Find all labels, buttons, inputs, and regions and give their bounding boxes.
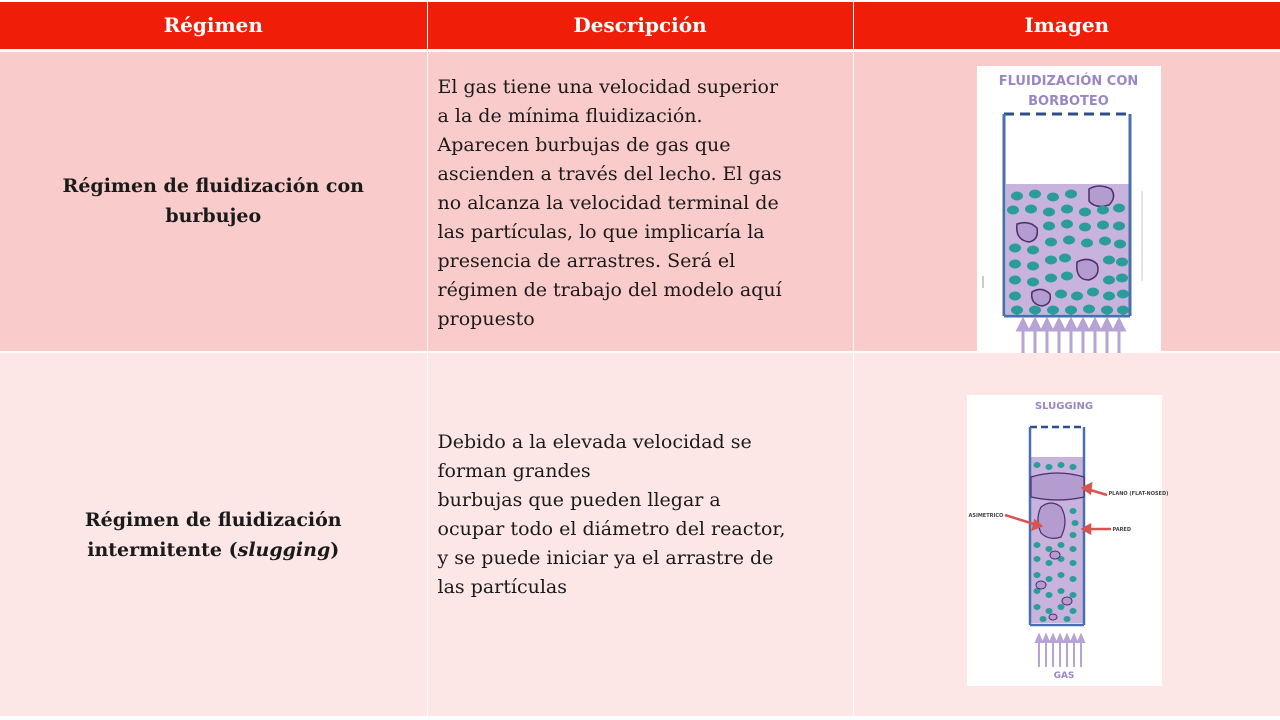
figure-gas-label: GAS <box>1053 671 1075 681</box>
description-cell <box>427 50 853 352</box>
header-regimen: Régimen <box>0 2 427 50</box>
table-row <box>0 50 1280 352</box>
regime-cell <box>0 50 427 352</box>
table-row <box>0 352 1280 717</box>
regime-name: Régimen de fluidización con burbujeo <box>62 175 364 228</box>
header-descripcion: Descripción <box>427 2 853 50</box>
callout-flat-nosed: PLANO (FLAT-NOSED) <box>1108 491 1169 497</box>
figure-title: FLUIDIZACIÓN CON BORBOTEO <box>998 73 1139 109</box>
regime-description: Debido a la elevada velocidad se forman grandes burbujas que pueden llegar a ocupar todo el diámetro del reactor, y se puede iniciar ya el arrastre de las partículas <box>437 430 786 598</box>
image-cell <box>853 50 1280 352</box>
regime-name: Régimen de fluidización intermitente (slugging) <box>84 508 342 561</box>
slugging-bed-diagram <box>967 395 1162 686</box>
slugging-bed-figure <box>967 395 1169 686</box>
header-imagen: Imagen <box>853 2 1280 50</box>
bubbling-bed-diagram <box>977 66 1161 354</box>
callout-wall: PARED <box>1112 527 1131 533</box>
header-row <box>0 2 1280 50</box>
description-cell <box>427 352 853 717</box>
callout-asymmetric: ASIMETRICO <box>968 513 1004 519</box>
regime-cell <box>0 352 427 717</box>
regime-description: El gas tiene una velocidad superior a la de mínima fluidización. Aparecen burbujas de gas que ascienden a través del lecho. El gas no alcanza la velocidad terminal de las partículas, lo que implicaría la presencia de arrastres. Será el régimen de trabajo del modelo aquí propuesto <box>437 75 782 330</box>
figure-title: SLUGGING <box>1034 401 1094 412</box>
bubbling-bed-figure <box>977 66 1161 354</box>
image-cell <box>853 352 1280 717</box>
regimes-table <box>0 2 1280 718</box>
